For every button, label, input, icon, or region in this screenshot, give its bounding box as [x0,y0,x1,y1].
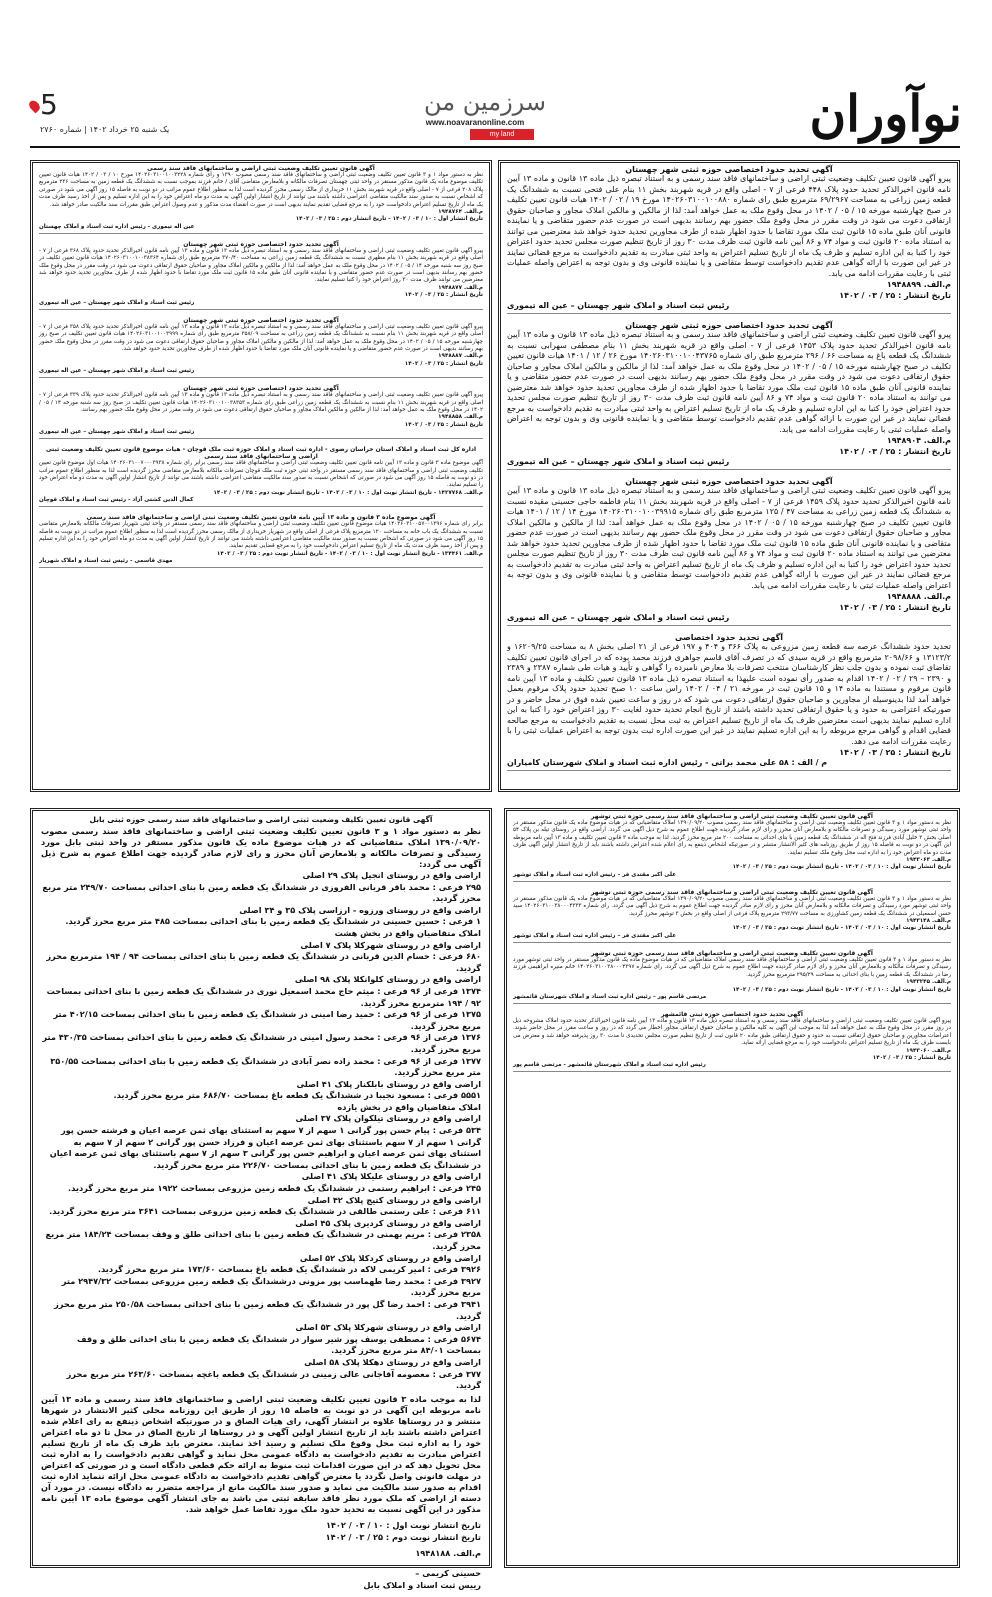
notice-signature: رئیس ثبت اسناد و املاک شهر چهستان – عین اله تیموری [507,301,951,314]
notice-text: آگهی موضوع ماده ۳ قانون و ماده ۱۳ آیین نامه قانون تعیین تکلیف وضعیت ثبتی اراضی و ساختمانهای فاقد سند رسمی برابر رای شماره ۱۴۰۲۶۰۳۱۰۰۷۰۰۰۳۹۳۸ هیات اول موضوع قانون تعیین تکلیف وضعیت ثبتی اراضی و ساختمانهای فاقد سند رسمی مستقر در واحد ثبتی حوزه ثبت ملک قوچان تصرفات مالکانه بلامعارض متقاضی محرز گردیده است لذا به منظور اطلاع عموم مراتب در دو نوبت به فاصله ۱۵ روز آگهی می شود در صورتی که اشخاص نسبت به صدور سند مالکیت متقاضی اعتراضی داشته باشند می توانند از تاریخ انتشار اولین آگهی به مدت دو ماه اعتراض خود را تسلیم نمایند. [39,460,483,489]
list-item: اراضی واقع در روستای کلوانکلا پلاک ۹۸ اصلی [294,974,481,985]
top-right-notice-list [501,163,957,776]
notice-title: آگهی تحدید حدود اختصاصی حوزه ثبتی شهر چهستان [183,240,339,248]
notice-block [507,887,957,948]
top-left-notices [30,160,492,792]
list-item: ۶۸۰ فرعی : حسام الدین قربانی در ششدانگ یک قطعه زمین با بنای احداثی بمساحت ۹۴ / ۱۹۴ مترمربع محرز گردید. [46,951,481,973]
list-item: املاک متقاضیان واقع در بخش یازده [337,1101,481,1112]
signer-role: رییس ثبت اسناد و املاک بابل [363,1579,481,1590]
notice-signature: رئیس ثبت اسناد و املاک شهر چهستان – عین اله تیموری [507,457,951,470]
notice-text: پیرو آگهی قانون تعیین تکلیف وضعیت ثبتی اراضی و ساختمانهای فاقد سند رسمی و به استناد تبصره ذیل ماده ۱۳ قانون و ماده ۱۳ آیین نامه قانون اخیرالذکر تحدید حدود پلاک ۱۴۵۳ فرعی از ۷ - اصلی واقع در قریه شهربند بخش ۱۱ بنام مصطفی سهرابی نسبت به ششدانگ یک قطعه باغ به مساحت ۶۶ / ۲۹۶ مترمربع طبق رای شماره ۱۴۰۲۶۰۳۱۰۰۱۰۰۴۳۷۶۵ مورخ ۲۶ / ۱۲ / ۱۴۰۱ هیات قانون تعیین تکلیف در صبح چهارشنبه مورخه ۱۵ / ۰۵ / ۱۴۰۲ در محل وقوع ملک به عمل خواهد آمد: لذا از مالکین و مالکین املاک مجاور و صاحبان حقوق ارتفاقی دعوت می شود در وقت مقرر در محل وقوع ملک حضور بهم رسانند بدیهی است در صورت عدم حضور متقاضی و یا نماینده قانونی آنان طبق ماده ۱۵ قانون ثبت ملک مورد تقاضا با حدود اظهار شده از طرف مجاورین تحدید حدود خواهد شد معترضین می توانند به استناد ماده ۲۰ قانون ثبت و مواد ۷۴ و ۸۶ آیین نامه قانون ثبت ظرف مدت ۳۰ روز از تاریخ تنظیم صورت مجلس تحدید حدود اعتراض خود را کتبا به این اداره تسلیم و ظرف یک ماه از تاریخ تسلیم اعتراض به واحد ثبتی مبادرت به تقدیم دادخواست به مرجع قضائی نمایند در غیر این صورت با ارائه گواهی عدم تقدیم دادخواست توسط متقاضی و یا نماینده قانونی وی و بدون توجه به اعتراض واصله عملیات ثبتی با رعایت مقررات ادامه می یابد. [507,330,952,434]
page-number: 5 [40,88,58,121]
notice-title: آگهی تحدید حدود اختصاصی حوزه ثبتی شهر چهستان [183,316,339,324]
list-item: ۵۵۵۱ فرعی : مسعود نجیبا در ششدانگ یک قطعه باغ بمساحت ۶۸۶/۷۰ متر مربع محرز گردید. [113,1090,481,1101]
notice-text: نظر به دستور مواد ۱ و ۳ قانون تعیین تکلیف وضعیت ثبتی اراضی و ساختمانهای فاقد سند رسمی مصوب ۱۳۹۰ و رأی شماره ۱۴۰۲۶۰۳۱۰۰۱۰۰۳۲۲۸ مورخ ۱۰ / ۰۳ / ۱۴۰۲ هیات قانون تعیین تکلیف موضوع ماده یک قانون مذکور مستقر در واحد ثبتی چهستان تصرفات مالکانه و بلامعارض متقاضی آقای / خانم فرزند بموجب نسبت به ششدانگ یک قطعه زمین به مساحت ۲۳۶ مترمربع پلاک ۲۰۸ فرعی از ۷ - اصلی واقع در قریه شهربند بخش ۱۱ خریداری از مالک رسمی محرز گردیده است لذا به منظور اطلاع عموم مراتب در دو نوبت به فاصله ۱۵ روز آگهی می شود در صورتی که اشخاص نسبت به صدور سند مالکیت متقاضی اعتراضی داشته باشند می توانند از تاریخ انتشار اولین آگهی به مدت دو ماه اعتراض خود را به این اداره تسلیم و پس از اخذ رسید ظرف مدت یک ماه از تاریخ تسلیم اعتراض دادخواست خود را به مرجع قضایی تقدیم نمایند بدیهی است در صورت انقضاء مدت مذکور و عدم وصول اعتراض طبق مقررات سند مالکیت صادر خواهد شد. [39,172,483,208]
notice-title: آگهی تحدید حدود اختصاصی [674,633,784,642]
notice-title: آگهی تحدید حدود اختصاصی حوزه ثبتی شهر چهستان [625,477,833,486]
notice-signature: م / الف : ۵۸ علی محمد براتی - رئیس اداره ثبت اسناد و املاک شهرستان کامیاران [507,758,951,771]
notice-ref-number: م.الف. ۱۹۴۸۸۸۷ [438,353,483,360]
notice-outro: لذا به موجب ماده ۳ قانون تعیین تکلیف وضعیت ثبتی اراضی و ساختمانهای فاقد سند رسمی و ماده ۱۳ آیین نامه مربوطه این آگهی در دو نوبت به فاصله ۱۵ روز از طریق این روزنامه محلی کثیر الانتشار در شهرها منتشر و در روستاها علاوه بر انتشار آگهی، رای هیات الصاق و در صورتیکه اشخاص ذینفع به رای اعلام شده اعتراض داشته باشند باید از تاریخ انتشار اولین آگهی و در روستاها از تاریخ الصاق در محل تا دو ماه اعتراض خود را به اداره ثبت محل وقوع ملک تسلیم و رسید اخذ نمایند. معترض باید ظرف یک ماه از تاریخ تسلیم اعتراض مبادرت به تقدیم دادخواست به دادگاه عمومی محل نماید و گواهی تقدیم دادخواست را به اداره ثبت محل تحویل دهد که در این صورت اقدامات ثبت منوط به ارائه حکم قطعی دادگاه است و در صورتی که اعتراض در مهلت قانونی واصل نگردد یا معترض گواهی تقدیم دادخواست به دادگاه عمومی محل ارائه ننماید اداره ثبت اقدام به صدور سند مالکیت می نماید و صدور سند مالکیت مانع از مراجعه متضرر به دادگاه نیست. در مورد آن دسته از اراضی که ملک مورد نظر فاقد سابقه ثبتی می باشد به جای انتشار آگهی موضوع ماده ۱۳ آیین نامه مذکور در این آگهی نسبت به تحدید حدود ملک مورد تقاضا عمل خواهد شد. [41,1393,481,1514]
notice-block [33,512,489,573]
newspaper-logo[interactable] [809,80,962,148]
notice-publish-date: تاریخ انتشار نوبت اول : ۱۰ / ۰۳ / ۱۴۰۲ - تاریخ انتشار نوبت دوم : ۲۵ / ۰۳ / ۱۴۰۲ [732,864,951,871]
list-item: ۲۴۵ فرعی : ابراهیم رستمی در ششدانگ یک قطعه زمین مزروعی بمساحت ۱۹۲۲ متر مربع محرز گردید. [68,1183,481,1194]
notice-block [33,163,489,239]
notice-title: آگهی تحدید حدود اختصاصی حوزه ثبتی شهر چهستان [183,385,339,393]
notice-text: پیرو آگهی قانون تعیین تکلیف وضعیت ثبتی اراضی و ساختمانهای فاقد سند رسمی و به استناد تبصره ذیل ماده ۱۳ قانون و ماده ۱۳ آیین نامه قانون اخیرالذکر تحدید حدود پلاک ۳۳۹ فرعی از ۷ - اصلی واقع در قریه شهربند بخش ۱۱ بنام نسبت به ششدانگ یک قطعه زمین زراعی طبق رای شماره ۱۴۰۲۶۰۳۱۰۰۱۰۰۳۸۳۵۳ هیات قانون تعیین تکلیف در صبح روز سه شنبه مورخه ۱۴ / ۰۵ / ۱۴۰۲ در محل وقوع ملک به عمل خواهد آمد: لذا از مالکین و مالکین املاک مجاور و صاحبان حقوق ارتفاقی دعوت می شود در وقت مقرر در محل وقوع ملک حضور بهم رسانند. [39,392,484,413]
notice-text: پیرو آگهی قانون تعیین تکلیف وضعیت ثبتی اراضی و ساختمانهای فاقد سند رسمی و به استناد تبصره ذیل ماده ۱۳ قانون و ماده ۱۳ آیین نامه قانون اخیرالذکر تحدید حدود پلاک ۴۴۸ فرعی از ۷ - اصلی واقع در قریه شهربند بخش ۱۱ بنام علی فتحی نسبت به ششدانگ یک قطعه زمین زراعی به مساحت ۶۹/۲۹۶۷ مترمربع طبق رای شماره ۱۴۰۲۶۰۳۱۰۰۱۰۰۸۸۰ مورخ ۱۹ / ۰۲ / ۱۴۰۲ هیات قانون تعیین تکلیف در صبح چهارشنبه مورخه ۱۵ / ۰۵ / ۱۴۰۲ در محل وقوع ملک به عمل خواهد آمد: لذا از مالکین و مالکین املاک مجاور و صاحبان حقوق ارتفاقی دعوت می شود در وقت مقرر در محل وقوع ملک حضور بهم رسانند بدیهی است در صورت عدم حضور متقاضی و یا نماینده قانونی آنان طبق ماده ۱۵ قانون ثبت ملک مورد تقاضا با حدود اظهار شده از طرف مجاورین تحدید حدود خواهد شد معترضین می توانند به استناد ماده ۲۰ قانون ثبت و مواد ۷۴ و ۸۶ آیین نامه قانون ثبت ظرف مدت ۳۰ روز از تاریخ تنظیم صورت مجلس تحدید حدود اعتراض خود را کتبا به این اداره تسلیم و ظرف یک ماه از تاریخ تسلیم اعتراض به واحد ثبتی مبادرت به تقدیم دادخواست به مرجع قضائی نمایند در غیر این صورت با ارائه گواهی عدم تقدیم دادخواست توسط متقاضی و یا نماینده قانونی وی و بدون توجه به اعتراض واصله عملیات ثبتی با رعایت مقررات ادامه می یابد. [507,174,952,278]
notice-title: آگهی تحدید حدود اختصاصی حوزه ثبتی قائمشهر [661,1010,803,1018]
notice-signature: رئیس ثبت اسناد و املاک شهر چهستان – عین اله تیموری [39,368,483,378]
notice-ref-number: م.الف. ۱۹۴۸۹۰۴ [886,436,951,445]
page-header [0,0,992,150]
notice-title: آگهی تحدید حدود اختصاصی حوزه ثبتی شهر چهستان [625,165,833,174]
top-left-notice-list [33,163,489,573]
notice-signature: رئیس ثبت اسناد و املاک شهر چهستان – عین اله تیموری [39,300,483,310]
notice-ref-number: م.الف. ۱۹۴۸۱۸۸ [415,1547,481,1558]
notice-block [501,163,957,319]
list-item: اراضی واقع در روستای شهرکلا پلاک ۵۳ اصلی [295,1322,481,1333]
section-tag: my land [470,129,534,140]
list-item: ۲۹۵ فرعی : محمد باقر قربانی الفروزی در ششدانگ یک قطعه زمین با بنای احداثی بمساحت ۲۴۹/۷۰ متر مربع محرز گردید. [42,881,481,904]
notice-signature: علی اکبر مقتدی فر – رئیس اداره ثبت اسناد و املاک توشهر [513,872,951,882]
notice-ref-number: م.الف. ۱۹۴۳۱۴۸ [906,918,951,925]
list-item: ۳۹۲۷ فرعی : محمد رضا طهماسب پور مزونی درششدانگ یک قطعه زمین مزروعی بمساحت ۲۹۴۷/۳۲ متر مربع محرز گردید. [61,1275,481,1298]
list-item: ۱ فرعی : حسین حسینی در ششدانگ یک قطعه زمین با بنای احداثی بمساحت ۴۸۵ متر مربع محرز گردید. [65,916,481,927]
list-item: ۳۹۴۱ فرعی : احمد رضا گل پور در ششدانگ یک قطعه زمین با بنای احداثی بمساحت ۲۵۰/۵۸ متر مربع محرز گردید. [54,1298,481,1321]
notice-publish-date: تاریخ انتشار نوبت اول : ۱۰ / ۰۳ / ۱۴۰۲ - تاریخ انتشار نوبت دوم : ۲۵ / ۰۳ / ۱۴۰۲ [732,925,951,932]
publication-dates [33,1517,489,1545]
notice-publish-date: تاریخ انتشار نوبت اول : ۱۰ / ۰۳ / ۱۴۰۲ - تاریخ انتشار نوبت دوم : ۲۵ / ۰۳ / ۱۴۰۲ [732,986,951,993]
notice-publish-date: تاریخ انتشار : ۲۵ / ۰۳ / ۱۴۰۲ [404,421,483,428]
publication-date: تاریخ انتشار نوبت دوم : ۲۵ / ۰۳ / ۱۴۰۲ [325,1531,481,1542]
notice-block [507,948,957,1009]
notice-ref-number: م.الف. ۱۹۴۸۸۸۸ [886,592,951,601]
notice-publish-date: تاریخ انتشار : ۲۵ / ۰۳ / ۱۴۰۲ [404,360,483,367]
bottom-left-notice [30,808,492,1590]
page-section-name: سرزمین من [423,88,547,116]
list-item: املاک متقاضیان واقع در بخش هشت [334,927,481,938]
notice-text: نظر به دستور مواد ۱ و ۳ قانون تعیین تکلیف وضعیت ثبتی اراضی و ساختمانهای فاقد سند رسمی املاک متقاضیانی که در هیات موضوع ماده یک قانون مذکور مستقر در واحد ثبتی توشهر مورد رسیدگی و تصرفات مالکانه و بلامعارض آنان محرز و رای لازم صادر گردیده جهت اطلاع عموم به شرح ذیل آگهی می گردد. رای شماره ۱۴۰۲۶۰۳۱۰۰۳۸۰۰۰۴۳۹۷ خانم منیره ابراهیمی فرزند رضا در ششدانگ یک قطعه زمین با بنای احداثی به مساحت ۲۹۵/۲۹ مترمربع محرز گردید. [513,956,951,978]
notice-signature: رئیس ثبت اسناد و املاک شهر چهستان – عین اله تیموری [507,613,951,626]
notice-text: نظر به دستور مواد ۱ و ۳ قانون تعیین تکلیف وضعیت ثبتی اراضی و ساختمانهای فاقد سند رسمی مصوب ۱۳۹۰/۰۹/۲۰ املاک متقاضیانی که در هیات موضوع ماده یک قانون مذکور مستقر در واحد ثبتی توشهر مورد رسیدگی و تصرفات مالکانه و بلامعارض آنان محرز و رای لازم صادر گردیده جهت اطلاع عموم به شرح ذیل آگهی می گردد. رای شماره ۱۴۰۲۶۰۳۱۰۰۳۸۰۰۰۴۳۳۳ سید حسن اسمعیلی در ششدانگ یک قطعه زمین کشاورزی به مساحت ۲۹۳/۷۷ مترمربع پلاک فرعی از اصلی واقع در بخش ۳ توشهر محرز گردید. [513,895,951,917]
notice-publish-date: تاریخ انتشار : ۲۵ / ۰۳ / ۱۴۰۲ [839,603,951,612]
notice-block [507,1009,957,1077]
notice-signature: رئیس ثبت اسناد و املاک شهر چهستان – عین اله تیموری [39,429,483,439]
notice-publish-date: تاریخ انتشار : ۲۵ / ۰۳ / ۱۴۰۲ [839,291,951,300]
notice-block [33,239,489,315]
lot-list [33,870,489,1392]
notice-text: نظر به دستور مواد ۱ و ۳ قانون تعیین تکلیف وضعیت ثبتی اراضی و ساختمانهای فاقد سند رسمی مصوب ۱۳۹۰/۰۹/۲۰ املاک متقاضیانی که در هیات موضوع ماده یک قانون مذکور مستقر در واحد ثبتی توشهر مورد رسیدگی و تصرفات مالکانه و بلامعارض آنان محرز و رای لازم صادر گردیده جهت اطلاع عموم به شرح ذیل آگهی می گردد. اراضی واقع در روستای تیله بن پلاک ۵۴ اصلی بخش ۳ خلیل آبادی فرزند فتح اله در ششدانگ یک قطعه زمین با بنای احداثی به مساحت ۲۰۰ متر مربع محرز گردید. لذا به موجب ماده ۳ قانون تعیین تکلیف و ماده ۱۳ آیین نامه مربوطه این آگهی در دو نوبت به فاصله ۱۵ روز از طریق روزنامه های کثیر الانتشار منتشر و در صورتیکه اشخاص ذینفع به رای اعلام شده اعتراض داشته باشند باید از تاریخ انتشار اولین آگهی ظرف مدت دو ماه اعتراض خود را به اداره ثبت محل وقوع ملک تسلیم نمایند. [513,820,951,856]
notice-text: تحدید حدود ششدانگ عرصه سه قطعه زمین مزروعی به پلاک ۳۶۶ و ۴۰۴ و ۱۹۷ فرعی از ۲۱ اصلی بخش ۸ به مساحت ۱۶۲۰۹/۲۵ و ۱۳۱۲۳/۲ و ۲۰۹۸/۶۶ مترمربع واقع در قریه سیدی که در تصرف آقای قاسم جواهری فرزند محمد بوده که در اجرای قانون تعیین تکلیف تقاضای ثبت نموده و بدون جلب نظر کارشناسان منتخب تصرفات بلا معارض نامبرده را گواهی و تأیید و هیات طی شماره ۲۳۸۷ و ۲۳۸۹ و ۲۳۹۰ – ۲۹ / ۰۲ / ۱۴۰۲ اقدام به صدور رأی نموده است علیهذا به استناد تبصره ذیل ماده ۱۳ قانون تعیین تکلیف و ماده ۱۳ آیین نامه قانون مرقوم و مستندا به ماده ۱۴ و ۱۵ قانون ثبت در مورخه ۲۱ / ۰۴ / ۱۴۰۲ راس ساعت ۱۰ صبح تحدید حدود پلاک مرقوم بعمل خواهد آمد لذا بدینوسیله از مجاورین و صاحبان حقوق ارتفاقی دعوت می شود که در روز و ساعت تعیین شده فوق در محل حاضر و در صورتیکه اعتراضی به حدود و یا حقوق ارتفاقی تحدید داشته باشند از تاریخ انجام تحدید حدود لغایت ۳۰ روز اعتراض خود را کتبا به این اداره تسلیم نمایند بدیهی است معترضین ظرف یک ماه از تاریخ تسلیم اعتراض به ثبت محل نسبت به تقدیم دادخواست به مرجع صالحه قضایی اقدام و گواهی مرجع مربوطه را به این اداره تسلیم نمایند در غیر این صورت اداره ثبت بدون توجه به اعتراض عملیات ثبتی را با رعایت مقررات ادامه می دهد. [507,642,952,746]
notice-signature: عین اله تیموری - رئیس اداره ثبت اسناد و املاک چهستان [39,224,483,234]
notice-signature: کمال الدین کشتی آزاد - رئیس ثبت اسناد و املاک قوچان [39,497,483,507]
list-item: اراضی واقع در روستای دهکلا پلاک ۵۸ اصلی [304,1356,481,1367]
publication-date: تاریخ انتشار نوبت اول : ۱۰ / ۰۳ / ۱۴۰۲ [325,1519,481,1530]
notice-title: آگهی قانون تعیین تکلیف وضعیت ثبتی اراضی و ساختمانهای فاقد سند رسمی حوزه ثبتی توشهر [591,888,873,896]
notice-publish-date: تاریخ انتشار : ۲۵ / ۰۳ / ۱۴۰۲ [872,1054,951,1061]
notice-signature: مهدی قاسمی - رئیس ثبت اسناد و املاک شهریار [39,558,483,568]
notice-title: آگهی قانون تعیین تکلیف وضعیت ثبتی اراضی و ساختمانهای فاقد سند رسمی حوزه ثبتی توشهر [591,813,873,820]
top-right-notices [498,160,960,792]
list-item: اراضی واقع در روستای انجیل پلاک ۲۹ اصلی [302,870,481,880]
notice-text: پیرو آگهی قانون تعیین تکلیف وضعیت ثبتی اراضی و ساختمانهای فاقد سند رسمی و به استناد تبصره ذیل ماده ۱۳ قانون و ماده ۱۳ آیین نامه قانون اخیرالذکر تحدید حدود پلاک ۳۵۸ فرعی از ۷ - اصلی واقع در قریه شهربند بخش ۱۱ بنام نسبت به ششدانگ یک قطعه زمین زراعی به مساحت ۳۵۸/۰۹ مترمربع طبق رای شماره ۱۴۰۲۶۰۳۱۰۰۱۰۰۳۹۹۹ هیات قانون تعیین تکلیف در صبح روز چهارشنبه مورخه ۱۵ / ۰۵ / ۱۴۰۲ در محل وقوع ملک به عمل خواهد آمد: لذا از مالکین و مالکین املاک مجاور و صاحبان حقوق ارتفاقی دعوت می شود در وقت مقرر در محل وقوع ملک حضور بهم رسانند بدیهی است در صورت عدم حضور متقاضی و یا نماینده قانونی آنان ملک مورد تقاضا با حدود اظهار شده از طرف مجاورین تحدید حدود خواهد شد. [39,323,484,352]
list-item: ۱۳۷۴ فرعی از ۹۶ فرعی : میثم حاج محمد اسمعیل نوری در ششدانگ یک قطعه زمین با بنای احداثی بمساحت ۹۲ / ۱۹۴ مترمربع محرز گردید. [46,985,481,1008]
notice-ref-number: م.الف. ۱۹۴۸۸۷۷ [438,284,483,291]
notice-ref-number: م.الف. ۱۴۲۷۷۶۸ - تاریخ انتشار نوبت اول : ۱۰ / ۰۳ / ۱۴۰۲ - تاریخ انتشار نوبت دوم : ۲۵ / ۰۳ / ۱۴۰۲ [213,489,483,496]
list-item: ۱۳۷۷ فرعی از ۹۶ فرعی : محمد زاده نصر آبادی در ششدانگ یک قطعه زمین با بنای احداثی بمساحت ۳۵۰/۵۵ متر مربع محرز گردید. [50,1055,481,1078]
notice-block [501,319,957,475]
list-item: اراضی واقع در روستای کردکلا پلاک ۵۲ اصلی [299,1252,481,1263]
notice-ref-number: م.الف. ۱۹۴۳۰۶۰ [906,1047,951,1054]
notice-title: آگهی تحدید حدود اختصاصی حوزه ثبتی شهر چهستان [625,321,833,330]
notice-title: آگهی موضوع ماده ۳ قانون و ماده ۱۳ آیین نامه قانون تعیین تکلیف وضعیت ثبتی اراضی و ساختمانهای فاقد سند رسمی [86,514,436,522]
notice-ref-number: م.الف. ۱۹۴۸۸۵۸ [438,414,483,421]
notice-block [507,811,957,887]
notice-signature: مرتضی قاسم پور – رئیس اداره ثبت اسناد و املاک شهرستان قائمشهر [513,994,951,1004]
notice-block [501,475,957,631]
list-item: اراضی واقع در روستای علیکلا پلاک ۴۱ اصلی [301,1171,481,1182]
notice-title: آگهی قانون تعیین تکلیف وضعیت ثبتی اراضی و ساختمانهای فاقد سند رسمی [147,165,375,172]
list-item: اراضی واقع در روستای شهرکلا پلاک ۷ اصلی [300,939,481,950]
notice-ref-number: م.الف. ۱۹۴۸۸۹۹ [886,280,951,289]
notice-signature [33,1561,489,1597]
logo-text: نوآوران [809,84,962,143]
notice-ref-number: م.الف. ۱۳۴۴۶۱ - تاریخ انتشار نوبت اول : ۱۰ / ۰۳ / ۱۴۰۲ - تاریخ انتشار نوبت دوم : ۲۵ / ۰۳ / ۱۴۰۲ [216,550,483,557]
list-item: اراضی واقع در روستای بابلکنار پلاک ۴۱ اصلی [296,1078,481,1089]
signer-name: حسینی کریمی – [415,1567,481,1578]
list-item: اراضی واقع در روستای تیلکوان پلاک ۳۷ اصلی [295,1113,481,1124]
notice-title: اداره کل ثبت اسناد و املاک استان خراسان رضوی - اداره ثبت اسناد و املاک حوزه ثبت ملک قوچان - هیات موضوع قانون تعیین تکلیف وضعیت ثبتی اراضی و ساختمانهای فاقد سند رسمی [45,446,476,461]
notice-block [33,444,489,512]
notice-ref-number: م.الف. ۱۹۴۳۰۶۳ [906,857,951,864]
list-item: ۳۹۲۶ فرعی : امیر کریمی لاکه در ششدانگ یک قطعه باغ بمساحت ۱۷۳/۶۰ متر مربع محرز گردید. [97,1264,481,1275]
notice-text: پیرو آگهی قانون تعیین تکلیف وضعیت ثبتی اراضی و ساختمانهای فاقد سند رسمی و به استناد تبصره ذیل ماده ۱۳ قانون و ماده ۱۳ آیین نامه قانون اخیرالذکر تحدید حدود پلاک ۱۴۵۹ فرعی از ۷ - اصلی واقع در قریه شهربند بخش ۱۱ بنام فاطمه حاجی حسینی مقیده نسبت به ششدانگ یک قطعه زمین زراعی به مساحت ۴۷ / ۱۲۵ مترمربع طبق رای شماره ۱۴۰۲۶۰۳۱۰۰۱۰۰۳۹۹۱۵ مورخ ۱۴ / ۱۲ / ۱۴۰۱ هیات قانون تعیین تکلیف در صبح چهارشنبه مورخه ۱۵ / ۰۵ / ۱۴۰۲ در محل وقوع ملک به عمل خواهد آمد: لذا از مالکین و مالکین املاک مجاور و صاحبان حقوق ارتفاقی دعوت می شود در وقت مقرر در محل وقوع ملک حضور بهم رسانند بدیهی است در صورت عدم حضور متقاضی و یا نماینده قانونی آنان طبق ماده ۱۵ قانون ثبت ملک مورد تقاضا با حدود اظهار شده از طرف مجاورین تحدید حدود خواهد شد معترضین می توانند به استناد ماده ۲۰ قانون ثبت و مواد ۷۴ و ۸۶ آیین نامه قانون ثبت ظرف مدت ۳۰ روز از تاریخ تنظیم صورت مجلس تحدید حدود اعتراض خود را کتبا به این اداره تسلیم و ظرف یک ماه از تاریخ تسلیم اعتراض به واحد ثبتی مبادرت به تقدیم دادخواست به مرجع قضائی نمایند در غیر این صورت با ارائه گواهی عدم تقدیم دادخواست توسط متقاضی و یا نماینده قانونی وی و بدون توجه به اعتراض واصله عملیات ثبتی با رعایت مقررات ادامه می یابد. [507,486,952,590]
list-item: اراضی واقع در روستای ورزوه - ارزاسی پلاک ۳۵ و ۳۴ اصلی [239,904,481,915]
notice-title: آگهی قانون تعیین تکلیف وضعیت ثبتی اراضی و ساختمانهای فاقد سند رسمی حوزه ثبتی توشهر [591,949,873,957]
notice-publish-date: تاریخ انتشار : ۲۵ / ۰۳ / ۱۴۰۲ [404,292,483,299]
notice-ref-number: م.الف. ۱۹۴۳۲۴۵ [906,979,951,986]
bottom-right-notices [504,808,960,1568]
notice-ref-number: م.الف. ۱۹۴۸۷۶۴ [438,209,483,216]
list-item: اراضی واقع در روستای کردیری پلاک ۴۵ اصلی [295,1217,481,1228]
notice-text: پیرو آگهی قانون تعیین تکلیف وضعیت ثبتی اراضی و ساختمانهای فاقد سند رسمی و به استناد تبصره ذیل ماده ۱۳ قانون و ماده ۱۳ آیین نامه قانون اخیرالذکر تحدید حدود پلاک ۳۶۸ فرعی از ۷ - اصلی واقع در قریه شهربند بخش ۱۱ بنام مظهری نسبت به ششدانگ یک قطعه زمین زراعی به مساحت ۳۷۰/۴۰ مترمربع طبق رای شماره ۱۴۰۲۶۰۳۱۰۰۱۰۰۳۸۳۶۴ هیات قانون تعیین تکلیف در صبح روز سه شنبه مورخه ۱۴ / ۰۵ / ۱۴۰۲ در محل وقوع ملک به عمل خواهد آمد: لذا از مالکین و مالکین املاک مجاور و صاحبان حقوق ارتفاقی دعوت می شود در وقت مقرر در محل وقوع ملک حضور بهم رسانند بدیهی است در صورت عدم حضور متقاضی و یا نماینده قانونی آنان طبق ماده ۱۵ قانون ثبت ملک مورد تقاضا با حدود اظهار شده از طرف مجاورین تحدید حدود خواهد شد معترضین می توانند ظرف مدت ۳۰ روز اعتراض خود را کتبا تسلیم نمایند. [39,247,484,284]
list-item: ۵۳۴ فرعی : پیام حسن پور گرانی ۱ سهم از ۷ سهم به استثنای بهای ثمن عرصه اعیان و فرشته حسن پور گرانی ۱ سهم از ۷ سهم باستثنای بهای ثمن عرصه اعیان و فرزاد حسن پور گرانی ۲ سهم از ۷ سهم به استثنای بهای ثمن عرصه اعیان و ابراهیم حسن پور گرانی ۳ سهم از ۷ سهم باستثنای بهای ثمن عرصه اعیان در ششدانگ یک قطعه زمین با بنای احداثی بمساحت ۲۲۶/۷۰ متر مربع محرز گردید. [49,1125,481,1170]
notice-block [33,315,489,383]
header-rule [30,146,960,148]
notice-text: پیرو آگهی قانون تعیین تکلیف وضعیت ثبتی اراضی و ساختمانهای فاقد سند رسمی و به استناد تبصره ذیل ماده ۱۳ قانون و ماده ۱۳ آیین نامه قانون اخیرالذکر تحدید حدود املاک مشروحه ذیل در روز مقرر در محل وقوع ملک به عمل خواهد آمد لذا به موجب این آگهی به کلیه مالکین و صاحبان حقوق ارتفاقی مجاور اخطار می گردد که در روز و ساعت مقرر در محل حاضر شوند. اعتراضات مجاورین و صاحبان حقوق ارتفاقی نسبت به حدود و حقوق ارتفاقی طبق ماده ۲۰ قانون ثبت از تاریخ تنظیم صورت مجلس تحدیدی تا مدت ۳۰ روز پذیرفته خواهد شد و معترض می بایست ظرف یک ماه از تاریخ تسلیم اعتراض دادخواست خود را به مرجع قضایی ارائه نماید. [513,1017,951,1047]
notice-text: برابر رای شماره ۱۴۰۲۶۰۳۱۰۰۵۷۰۰۱۳۹۶ هیات موضوع قانون تعیین تکلیف وضعیت ثبتی اراضی و ساختمانهای فاقد سند رسمی مستقر در واحد ثبتی شهریار تصرفات مالکانه بلامعارض متقاضی نسبت به ششدانگ یک باب خانه به مساحت ۱۲۰ مترمربع پلاک فرعی از اصلی واقع در شهریار خریداری از مالک رسمی محرز گردیده است لذا به منظور اطلاع عموم مراتب در دو نوبت به فاصله ۱۵ روز آگهی می شود در صورتی که اشخاص نسبت به صدور سند مالکیت متقاضی اعتراضی داشته باشند می توانند از تاریخ انتشار اولین آگهی به مدت دو ماه اعتراض خود را به این اداره تسلیم و پس از اخذ رسید ظرف مدت یک ماه از تاریخ تسلیم اعتراض دادخواست خود را به مرجع قضایی تقدیم نمایند. [39,521,483,550]
notice-block [501,631,957,776]
bottom-right-notice-list [507,811,957,1077]
list-item: ۵۶۷۴ فرعی : مصطفی یوسف پور شیر سوار در ششدانگ یک قطعه زمین با بنای احداثی طلق و وقف بمساحت ۸۴/۰۱ متر مربع محرز گردید. [77,1333,481,1356]
notice-signature: رئیس اداره ثبت اسناد و املاک شهرستان قائمشهر - مرتضی قاسم پور [513,1062,951,1072]
list-item: ۳۷۷ فرعی : معصومه آقاجانی عالی زمینی در ششدانگ یک قطعه باغچه بمساحت ۲۶۳/۶۰ متر مربع محرز گردید. [66,1368,481,1391]
issue-date-line: یک شنبه ۲۵ خرداد ۱۴۰۲ | شماره ۲۷۶۰ [40,125,170,134]
notice-intro: نظر به دستور مواد ۱ و ۳ قانون تعیین تکلیف وضعیت ثبتی اراضی و ساختمانهای فاقد سند رسمی مصوب ۱۳۹۰/۰۹/۲۰ املاک متقاضیانی که در هیات موضوع ماده یک قانون مذکور مستقر در واحد ثبتی بابل مورد رسیدگی و تصرفات مالکانه و بلامعارض آنان محرز و رای لازم صادر گردیده جهت اطلاع عموم به شرح ذیل آگهی می گردد: [41,826,481,869]
notice-title: آگهی قانون تعیین تکلیف وضعیت ثبتی اراضی و ساختمانهای فاقد سند رسمی حوزه ثبتی بابل [89,815,433,824]
list-item: ۱۳۷۵ فرعی از ۹۶ فرعی : حمید رضا امینی در ششدانگ یک قطعه زمین با بنای احداثی بمساحت ۴۰۲/۱۵ متر مربع محرز گردید. [53,1009,481,1031]
notice-publish-date: تاریخ انتشار اول : ۱۰ / ۰۳ / ۱۴۰۲ - تاریخ انتشار دوم : ۲۵ / ۰۳ / ۱۴۰۲ [295,216,483,223]
notice-publish-date: تاریخ انتشار : ۲۵ / ۰۳ / ۱۴۰۲ [839,447,951,456]
notice-ref-number: تاریخ انتشار : ۲۵ / ۰۳ / ۱۴۰۲ [839,748,951,757]
list-item: ۱۳۷۶ فرعی از ۹۶ فرعی : محمد رسول امینی در ششدانگ یک قطعه زمین با بنای احداثی بمساحت ۴۳۰/۳۵ متر مربع محرز گردید. [42,1032,481,1054]
list-item: ۲۳۵۸ فرعی : مریم بهمنی در ششدانگ یک قطعه زمین با بنای احداثی طلق و وقف بمساحت ۱۸۴/۲۴ متر مربع محرز گردید. [45,1229,481,1251]
notice-block [33,383,489,444]
list-item: اراضی واقع در روستای کتیج پلاک ۴۲ اصلی [307,1194,481,1205]
list-item: ۶۱۱ فرعی : علی رستمی طالقی در ششدانگ یک قطعه زمین مزروعی بمساحت ۳۶۴۱ متر مربع محرز گردید. [49,1206,481,1217]
notice-signature: علی اکبر مقتدی فر – رئیس اداره ثبت اسناد و املاک توشهر [513,933,951,943]
site-url[interactable]: www.noavaranonline.com [425,118,525,127]
